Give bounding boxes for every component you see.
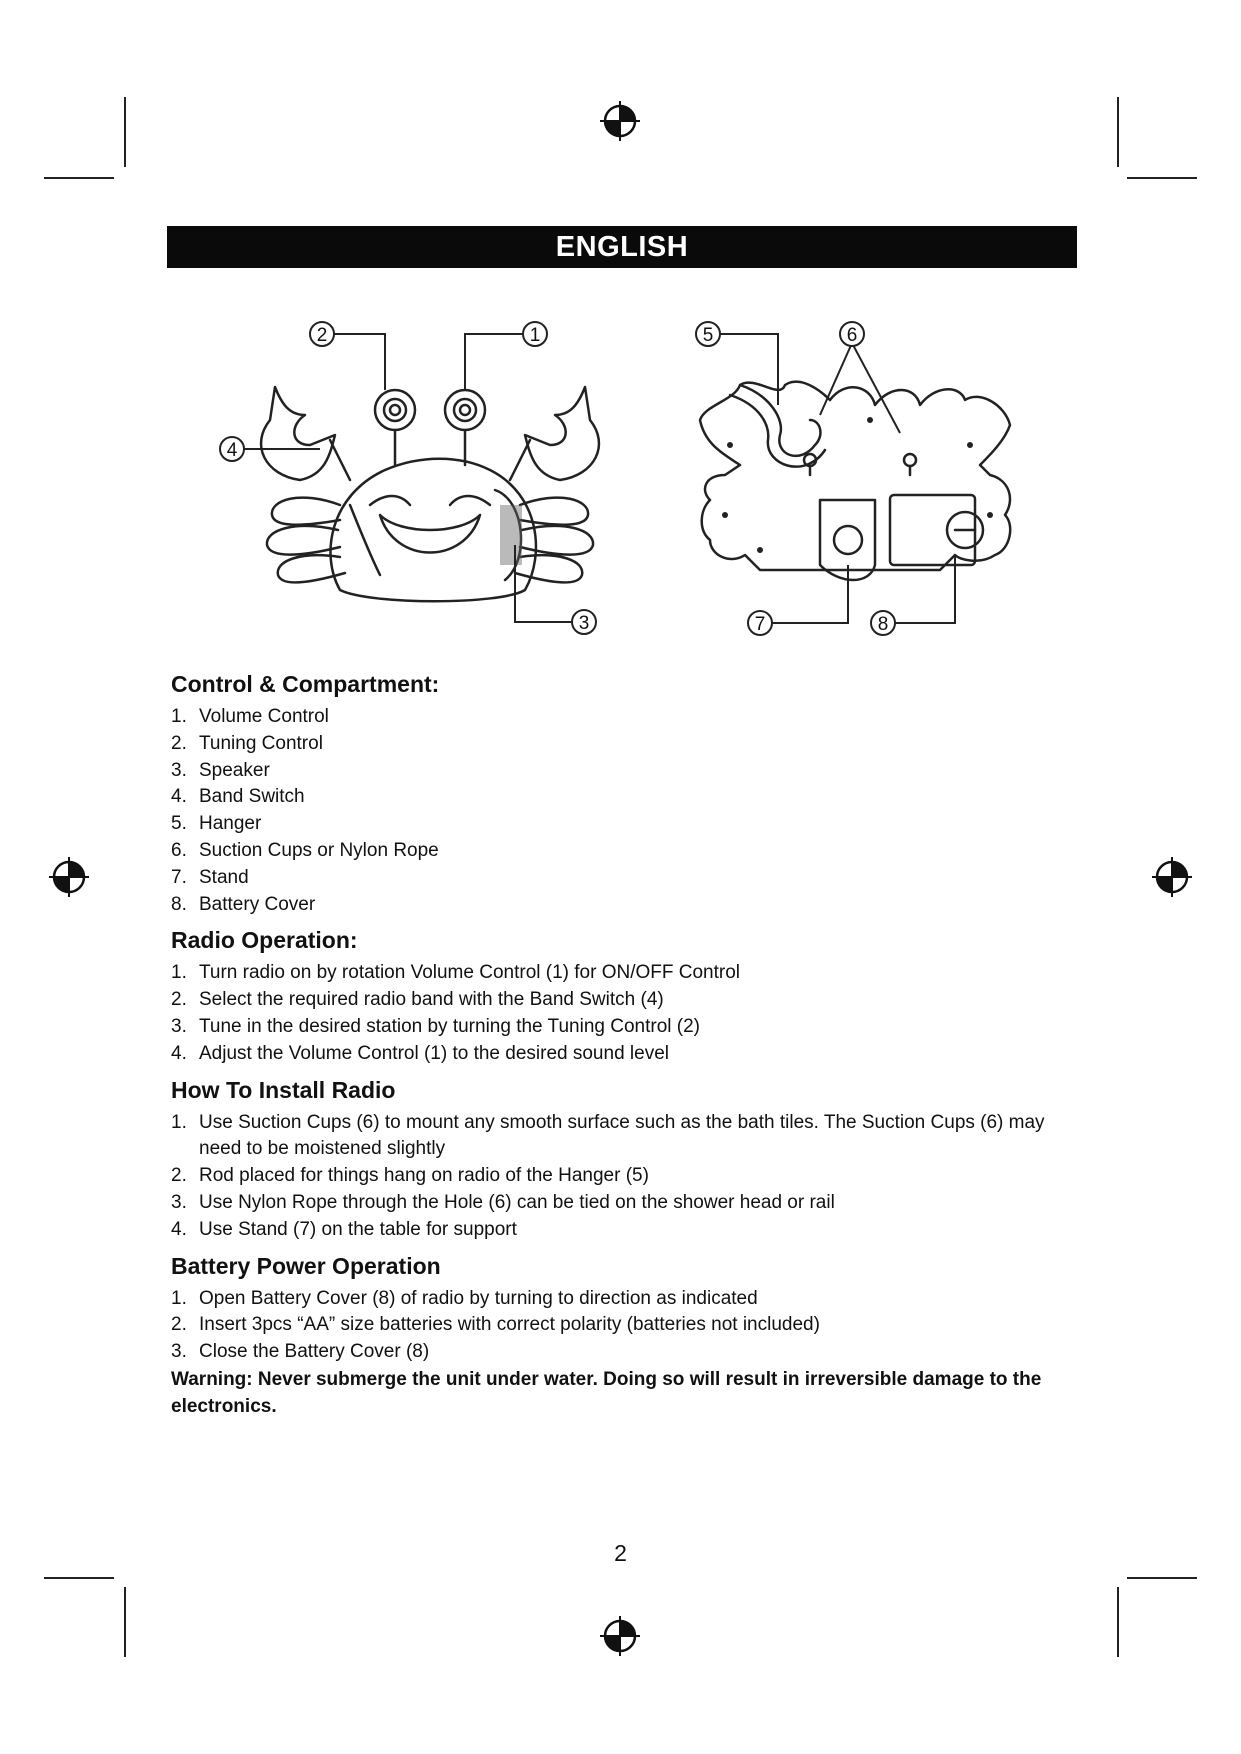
list-item: 5. Hanger bbox=[171, 813, 262, 835]
callout-7: 7 bbox=[754, 614, 766, 635]
list-item: 7. Stand bbox=[171, 866, 249, 888]
list-item: 8. Battery Cover bbox=[171, 893, 316, 915]
list-item: 3. Tune in the desired station by turning the Tuning Control (2) bbox=[171, 1015, 700, 1037]
radio-operation-list bbox=[171, 960, 1071, 1067]
page-number: 2 bbox=[614, 1540, 627, 1566]
control-compartment-list bbox=[171, 704, 1071, 918]
list-item: 3. Speaker bbox=[171, 759, 270, 781]
callout-1: 1 bbox=[529, 325, 541, 346]
section-title-radio-operation: Radio Operation: bbox=[171, 927, 358, 954]
language-banner: ENGLISH bbox=[167, 226, 1077, 268]
list-item: 4. Use Stand (7) on the table for support bbox=[171, 1218, 517, 1240]
callout-8: 8 bbox=[877, 614, 889, 635]
list-item: 3. Use Nylon Rope through the Hole (6) can be tied on the shower head or rail bbox=[171, 1191, 835, 1213]
manual-content bbox=[171, 670, 1071, 1420]
callout-6: 6 bbox=[846, 325, 858, 346]
registration-mark-icon bbox=[1150, 855, 1194, 899]
list-item: 1. Volume Control bbox=[171, 706, 329, 727]
list-item: 1. Turn radio on by rotation Volume Control (1) for ON/OFF Control bbox=[171, 962, 741, 984]
crop-mark bbox=[124, 97, 126, 167]
crop-mark bbox=[1127, 177, 1197, 179]
section-title-control-compartment: Control & Compartment: bbox=[171, 671, 440, 697]
callout-2: 2 bbox=[316, 325, 328, 346]
crab-radio-back-view bbox=[690, 315, 1030, 655]
crop-mark bbox=[44, 177, 114, 179]
list-item: 2. Select the required radio band with the Band Switch (4) bbox=[171, 989, 664, 1011]
registration-mark-icon bbox=[47, 855, 91, 899]
list-item: 1. Open Battery Cover (8) of radio by turning to direction as indicated bbox=[171, 1287, 758, 1309]
list-item: 3. Close the Battery Cover (8) bbox=[171, 1341, 430, 1363]
callout-3: 3 bbox=[578, 613, 590, 634]
crab-radio-front-view bbox=[210, 315, 640, 655]
section-title-battery-power: Battery Power Operation bbox=[171, 1252, 441, 1279]
callout-5: 5 bbox=[702, 325, 714, 346]
crop-mark bbox=[124, 1587, 126, 1657]
install-radio-list bbox=[171, 1110, 1071, 1244]
registration-mark-icon bbox=[598, 99, 642, 143]
crop-mark bbox=[44, 1577, 114, 1579]
callout-4: 4 bbox=[226, 440, 238, 461]
crop-mark bbox=[1117, 97, 1119, 167]
list-item: 6. Suction Cups or Nylon Rope bbox=[171, 839, 439, 861]
list-item: 4. Adjust the Volume Control (1) to the desired sound level bbox=[171, 1042, 669, 1064]
warning-text: Warning: Never submerge the unit under water. Doing so will result in irreversible damage to the electronics. bbox=[171, 1368, 1042, 1417]
list-item: 1. Use Suction Cups (6) to mount any smooth surface such as the bath tiles. The Suction Cups (6) may need to be moistened slightly bbox=[171, 1111, 1045, 1160]
crop-mark bbox=[1117, 1587, 1119, 1657]
list-item: 4. Band Switch bbox=[171, 786, 305, 808]
crop-mark bbox=[1127, 1577, 1197, 1579]
list-item: 2. Insert 3pcs “AA” size batteries with correct polarity (batteries not included) bbox=[171, 1314, 820, 1336]
list-item: 2. Rod placed for things hang on radio of the Hanger (5) bbox=[171, 1165, 649, 1187]
section-title-install-radio: How To Install Radio bbox=[171, 1076, 396, 1103]
registration-mark-icon bbox=[598, 1614, 642, 1658]
list-item: 2. Tuning Control bbox=[171, 732, 323, 754]
battery-power-list bbox=[171, 1286, 1071, 1366]
